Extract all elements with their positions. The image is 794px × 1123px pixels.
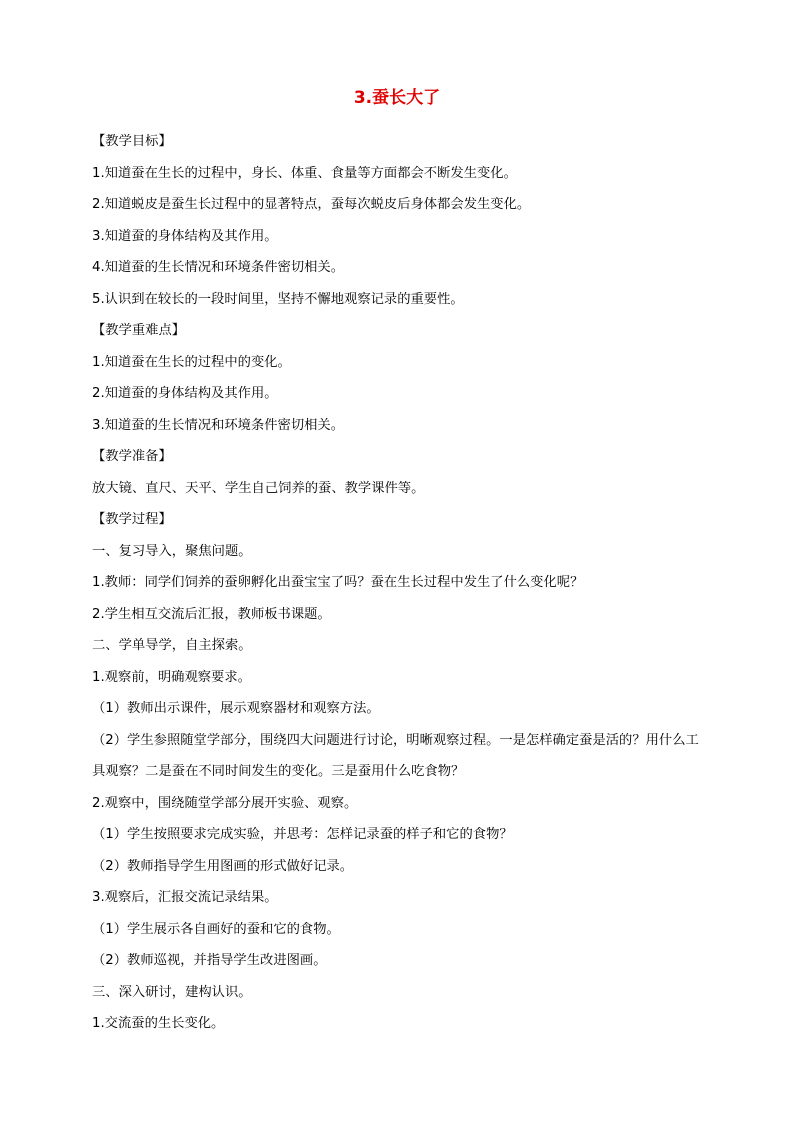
key-point-item: 2.知道蚕的身体结构及其作用。 [92, 386, 278, 401]
section-heading-key-points: 【教学重难点】 [92, 323, 186, 338]
section-heading-objectives: 【教学目标】 [92, 134, 172, 149]
process-item: 1.教师：同学们饲养的蚕卵孵化出蚕宝宝了吗？蚕在生长过程中发生了什么变化呢？ [92, 575, 584, 590]
process-step-heading: 三、深入研讨，建构认识。 [92, 984, 252, 1000]
process-subitem: （1）教师出示课件，展示观察器材和观察方法。 [92, 701, 380, 716]
objective-item: 1.知道蚕在生长的过程中，身长、体重、食量等方面都会不断发生变化。 [92, 165, 517, 181]
process-subitem: （2）学生参照随堂学部分，围绕四大问题进行讨论，明晰观察过程。一是怎样确定蚕是活的？用什么工具观察？二是蚕在不同时间发生的变化。三是蚕用什么吃食物？ [92, 732, 699, 779]
process-item: 2.学生相互交流后汇报，教师板书课题。 [92, 606, 331, 622]
process-item: 1.交流蚕的生长变化。 [92, 1016, 225, 1031]
section-heading-process: 【教学过程】 [92, 512, 172, 527]
objective-item: 5.认识到在较长的一段时间里，坚持不懈地观察记录的重要性。 [92, 291, 464, 307]
process-item: 1.观察前，明确观察要求。 [92, 669, 251, 685]
objective-item: 2.知道蜕皮是蚕生长过程中的显著特点，蚕每次蜕皮后身体都会发生变化。 [92, 197, 531, 212]
objective-item: 4.知道蚕的生长情况和环境条件密切相关。 [92, 260, 345, 275]
key-point-item: 1.知道蚕在生长的过程中的变化。 [92, 354, 291, 370]
process-item: 2.观察中，围绕随堂学部分展开实验、观察。 [92, 795, 358, 811]
section-heading-preparation: 【教学准备】 [92, 449, 172, 464]
objective-item: 3.知道蚕的身体结构及其作用。 [92, 228, 278, 244]
process-step-heading: 二、学单导学，自主探索。 [92, 638, 252, 653]
page-title: 3.蚕长大了 [353, 88, 441, 108]
process-subitem: （2）教师指导学生用图画的形式做好记录。 [92, 858, 354, 874]
document-body [92, 126, 712, 1040]
key-point-item: 3.知道蚕的生长情况和环境条件密切相关。 [92, 417, 345, 433]
process-subitem: （1）学生按照要求完成实验，并思考：怎样记录蚕的样子和它的食物？ [92, 827, 513, 842]
process-step-heading: 一、复习导入，聚焦问题。 [92, 543, 252, 559]
process-subitem: （2）教师巡视，并指导学生改进图画。 [92, 953, 327, 968]
process-subitem: （1）学生展示各自画好的蚕和它的食物。 [92, 921, 340, 937]
preparation-text: 放大镜、直尺、天平、学生自己饲养的蚕、教学课件等。 [92, 480, 425, 496]
process-item: 3.观察后，汇报交流记录结果。 [92, 890, 278, 905]
